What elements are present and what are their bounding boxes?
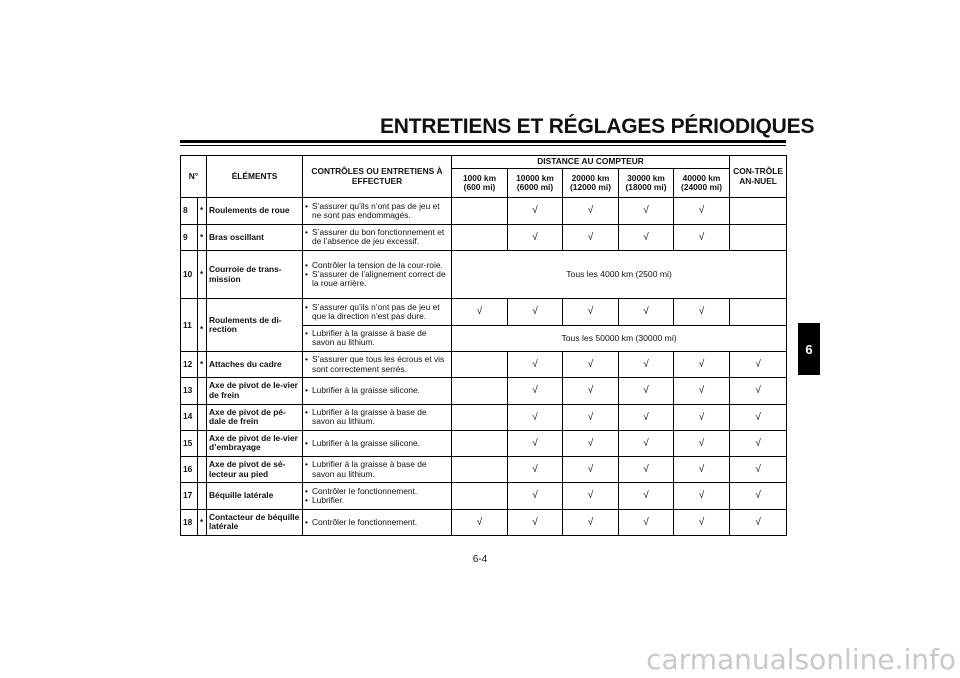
row-number: 16 [181,457,198,483]
header-interval: 1000 km (600 mi) [452,169,508,198]
check-mark: √ [619,430,674,456]
table-row [181,224,787,250]
row-checks: • Contrôler le fonctionnement. • Lubrifier. [303,483,452,509]
table-row [181,299,787,325]
row-asterisk: * [198,351,207,377]
check-mark: √ [619,224,674,250]
check-mark: √ [508,299,563,325]
check-mark: √ [508,198,563,224]
check-mark: √ [674,404,730,430]
check-mark: √ [563,378,619,404]
check-mark: √ [508,404,563,430]
row-element: Béquille latérale [207,483,303,509]
check-mark: √ [674,457,730,483]
table-row [181,404,787,430]
row-number: 13 [181,378,198,404]
check-mark: √ [508,351,563,377]
header-elements: ÉLÉMENTS [207,156,303,198]
row-element: Bras oscillant [207,224,303,250]
check-mark: √ [730,404,787,430]
row-element: Axe de pivot de sé-lecteur au pied [207,457,303,483]
check-mark: √ [674,430,730,456]
header-annual: CON-TRÔLE AN-NUEL [730,156,787,198]
check-mark: √ [619,404,674,430]
row-asterisk: * [198,509,207,535]
check-mark: √ [619,509,674,535]
table-row [181,509,787,535]
check-mark: √ [730,509,787,535]
row-checks: • Lubrifier à la graisse à base de savon au lithium. [303,404,452,430]
check-mark: √ [563,224,619,250]
row-number: 17 [181,483,198,509]
row-element: Roulements de di-rection [207,299,303,352]
check-mark: √ [452,299,508,325]
row-checks: • Contrôler le fonctionnement. [303,509,452,535]
page-number: 6-4 [472,554,488,565]
row-number: 12 [181,351,198,377]
row-asterisk: * [198,224,207,250]
check-mark: √ [508,483,563,509]
table-row [181,483,787,509]
row-number: 8 [181,198,198,224]
maintenance-table [180,155,787,536]
page-title: ENTRETIENS ET RÉGLAGES PÉRIODIQUES [380,115,815,138]
row-checks: • Contrôler la tension de la cour-roie. • S’assurer de l’alignement correct de la roue arrière. [303,250,452,299]
check-mark: √ [674,299,730,325]
header-row [181,156,787,169]
check-mark: √ [730,483,787,509]
header-checks: CONTRÔLES OU ENTRETIENS À EFFECTUER [303,156,452,198]
header-interval: 30000 km (18000 mi) [619,169,674,198]
check-mark: √ [563,457,619,483]
row-asterisk [198,483,207,509]
row-number: 18 [181,509,198,535]
check-mark: √ [619,299,674,325]
row-element: Axe de pivot de le-vier d’embrayage [207,430,303,456]
check-mark: √ [619,378,674,404]
title-rule-thick [180,140,786,143]
row-checks: • Lubrifier à la graisse à base de savon au lithium. [303,457,452,483]
row-checks: • S’assurer qu’ils n’ont pas de jeu et que la direction n’est pas dure. [303,299,452,325]
table-row [181,250,787,299]
check-mark: √ [508,430,563,456]
row-element: Contacteur de béquille latérale [207,509,303,535]
row-element: Attaches du cadre [207,351,303,377]
table-row [181,430,787,456]
table-row [181,351,787,377]
check-mark: √ [730,351,787,377]
check-mark: √ [619,198,674,224]
check-mark: √ [730,457,787,483]
check-mark: √ [674,509,730,535]
check-mark: √ [563,299,619,325]
header-number: N° [181,156,207,198]
header-interval: 20000 km (12000 mi) [563,169,619,198]
row-number: 14 [181,404,198,430]
row-element: Courroie de trans-mission [207,250,303,299]
check-mark: √ [563,430,619,456]
table-row [181,378,787,404]
check-mark: √ [563,198,619,224]
row-element: Roulements de roue [207,198,303,224]
check-mark: √ [730,430,787,456]
table-row [181,457,787,483]
check-mark: √ [452,509,508,535]
row-number: 11 [181,299,198,352]
watermark: carmanualsonline.info [646,643,956,676]
row-asterisk [198,404,207,430]
check-mark: √ [563,404,619,430]
interval-note: Tous les 50000 km (30000 mi) [452,325,787,351]
check-mark: √ [508,378,563,404]
row-asterisk [198,378,207,404]
chapter-tab: 6 [798,323,820,375]
row-checks: • Lubrifier à la graisse silicone. [303,430,452,456]
row-number: 9 [181,224,198,250]
row-checks: • S’assurer du bon fonctionnement et de l’absence de jeu excessif. [303,224,452,250]
row-checks: • Lubrifier à la graisse silicone. [303,378,452,404]
row-asterisk: * [198,299,207,352]
check-mark: √ [563,483,619,509]
row-asterisk [198,457,207,483]
row-asterisk: * [198,198,207,224]
row-checks: • Lubrifier à la graisse à base de savon au lithium. [303,325,452,351]
header-distance: DISTANCE AU COMPTEUR [452,156,730,169]
title-rule-thin [180,145,786,146]
header-interval: 10000 km (6000 mi) [508,169,563,198]
interval-note: Tous les 4000 km (2500 mi) [452,250,787,299]
table-row [181,198,787,224]
check-mark: √ [730,378,787,404]
check-mark: √ [674,351,730,377]
row-element: Axe de pivot de pé-dale de frein [207,404,303,430]
row-asterisk: * [198,250,207,299]
row-number: 10 [181,250,198,299]
row-number: 15 [181,430,198,456]
row-checks: • S’assurer que tous les écrous et vis sont correctement serrés. [303,351,452,377]
check-mark: √ [508,457,563,483]
check-mark: √ [508,509,563,535]
check-mark: √ [674,198,730,224]
check-mark: √ [619,457,674,483]
check-mark: √ [563,351,619,377]
check-mark: √ [508,224,563,250]
check-mark: √ [619,351,674,377]
row-element: Axe de pivot de le-vier de frein [207,378,303,404]
row-checks: • S’assurer qu’ils n’ont pas de jeu et ne sont pas endommagés. [303,198,452,224]
check-mark: √ [563,509,619,535]
check-mark: √ [674,483,730,509]
check-mark: √ [674,224,730,250]
check-mark: √ [619,483,674,509]
header-interval: 40000 km (24000 mi) [674,169,730,198]
row-asterisk [198,430,207,456]
check-mark: √ [674,378,730,404]
